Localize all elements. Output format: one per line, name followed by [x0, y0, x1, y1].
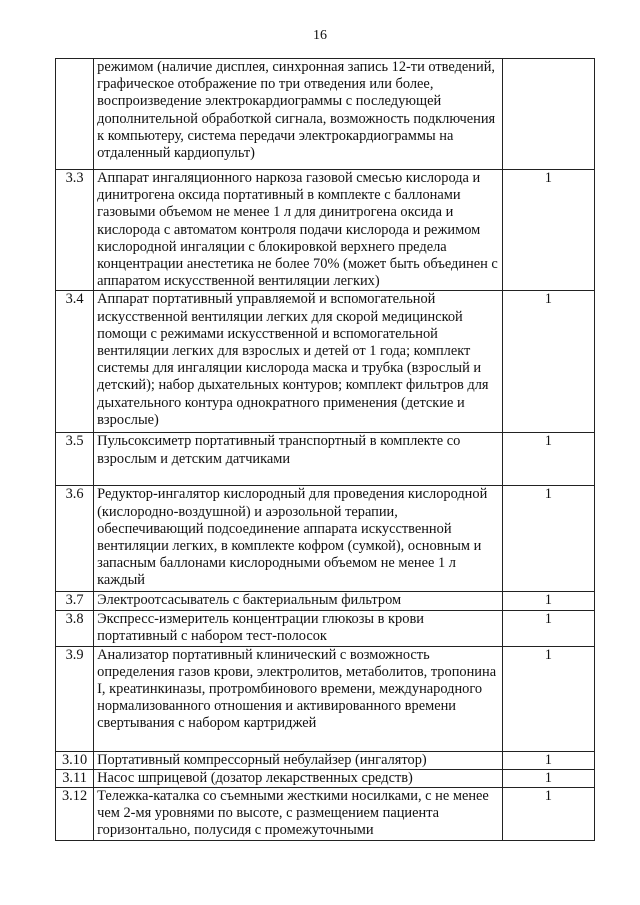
item-number: 3.11 — [56, 769, 94, 787]
item-number: 3.4 — [56, 291, 94, 433]
table-row — [56, 788, 595, 841]
item-quantity: 1 — [502, 788, 594, 841]
item-description: Портативный компрессорный небулайзер (ингалятор) — [94, 751, 503, 769]
equipment-table — [55, 58, 595, 841]
item-description: режимом (наличие дисплея, синхронная запись 12-ти отведений, графическое отображение по три отведения или более, воспроизведение электрокардиограммы с последующей дополнительной обработкой сигнала, возможность подключения к компьютеру, система передачи электрокардиограммы на отдаленный кардиопульт) — [94, 59, 503, 170]
item-description: Насос шприцевой (дозатор лекарственных средств) — [94, 769, 503, 787]
item-quantity: 1 — [502, 170, 594, 291]
table-row — [56, 610, 595, 646]
table-row — [56, 751, 595, 769]
item-description: Пульсоксиметр портативный транспортный в комплекте со взрослым и детским датчиками — [94, 433, 503, 486]
item-quantity: 1 — [502, 646, 594, 751]
item-description: Аппарат портативный управляемой и вспомогательной искусственной вентиляции легких для скорой медицинской помощи с режимами искусственной и вспомогательной вентиляции легких для взрослых и детей от 1 года; комплект системы для ингаляции кислорода маска и трубка (взрослый и детский); набор дыхательных контуров; комплект фильтров для дыхательного контура однократного применения (детские и взрослые) — [94, 291, 503, 433]
item-quantity: 1 — [502, 433, 594, 486]
table-row — [56, 592, 595, 610]
item-description: Экспресс-измеритель концентрации глюкозы в крови портативный с набором тест-полосок — [94, 610, 503, 646]
item-number: 3.3 — [56, 170, 94, 291]
item-quantity: 1 — [502, 592, 594, 610]
item-number: 3.10 — [56, 751, 94, 769]
item-quantity: 1 — [502, 486, 594, 592]
item-number: 3.5 — [56, 433, 94, 486]
item-quantity: 1 — [502, 610, 594, 646]
item-description: Тележка-каталка со съемными жесткими носилками, с не менее чем 2-мя уровнями по высоте, с размещением пациента горизонтально, полусидя с промежуточными — [94, 788, 503, 841]
item-description: Редуктор-ингалятор кислородный для проведения кислородной (кислородно-воздушной) и аэрозольной терапии, обеспечивающий подсоединение аппарата искусственной вентиляции легких, в комплекте кофром (сумкой), основным и запасным баллонами кислородными объемом не менее 1 л каждый — [94, 486, 503, 592]
item-number: 3.6 — [56, 486, 94, 592]
table-row — [56, 486, 595, 592]
table-row — [56, 769, 595, 787]
item-quantity — [502, 59, 594, 170]
page-number: 16 — [313, 28, 327, 43]
item-quantity: 1 — [502, 291, 594, 433]
item-quantity: 1 — [502, 751, 594, 769]
item-number — [56, 59, 94, 170]
table-row — [56, 59, 595, 170]
item-number: 3.9 — [56, 646, 94, 751]
item-quantity: 1 — [502, 769, 594, 787]
item-description: Анализатор портативный клинический с возможность определения газов крови, электролитов, метаболитов, тропонина I, креатинкиназы, протромбинового времени, международного нормализованного отношения и активированного времени свертывания с набором картриджей — [94, 646, 503, 751]
item-description: Аппарат ингаляционного наркоза газовой смесью кислорода и динитрогена оксида портативный в комплекте с баллонами газовыми объемом не менее 1 л для динитрогена оксида и кислорода с автоматом контроля подачи кислорода и режимом кислородной ингаляции с блокировкой верхнего предела концентрации анестетика не более 70% (может быть объединен с аппаратом искусственной вентиляции легких) — [94, 170, 503, 291]
item-number: 3.12 — [56, 788, 94, 841]
table-row — [56, 646, 595, 751]
table-row — [56, 433, 595, 486]
item-number: 3.7 — [56, 592, 94, 610]
table-row — [56, 291, 595, 433]
item-number: 3.8 — [56, 610, 94, 646]
item-description: Электроотсасыватель с бактериальным фильтром — [94, 592, 503, 610]
table-row — [56, 170, 595, 291]
